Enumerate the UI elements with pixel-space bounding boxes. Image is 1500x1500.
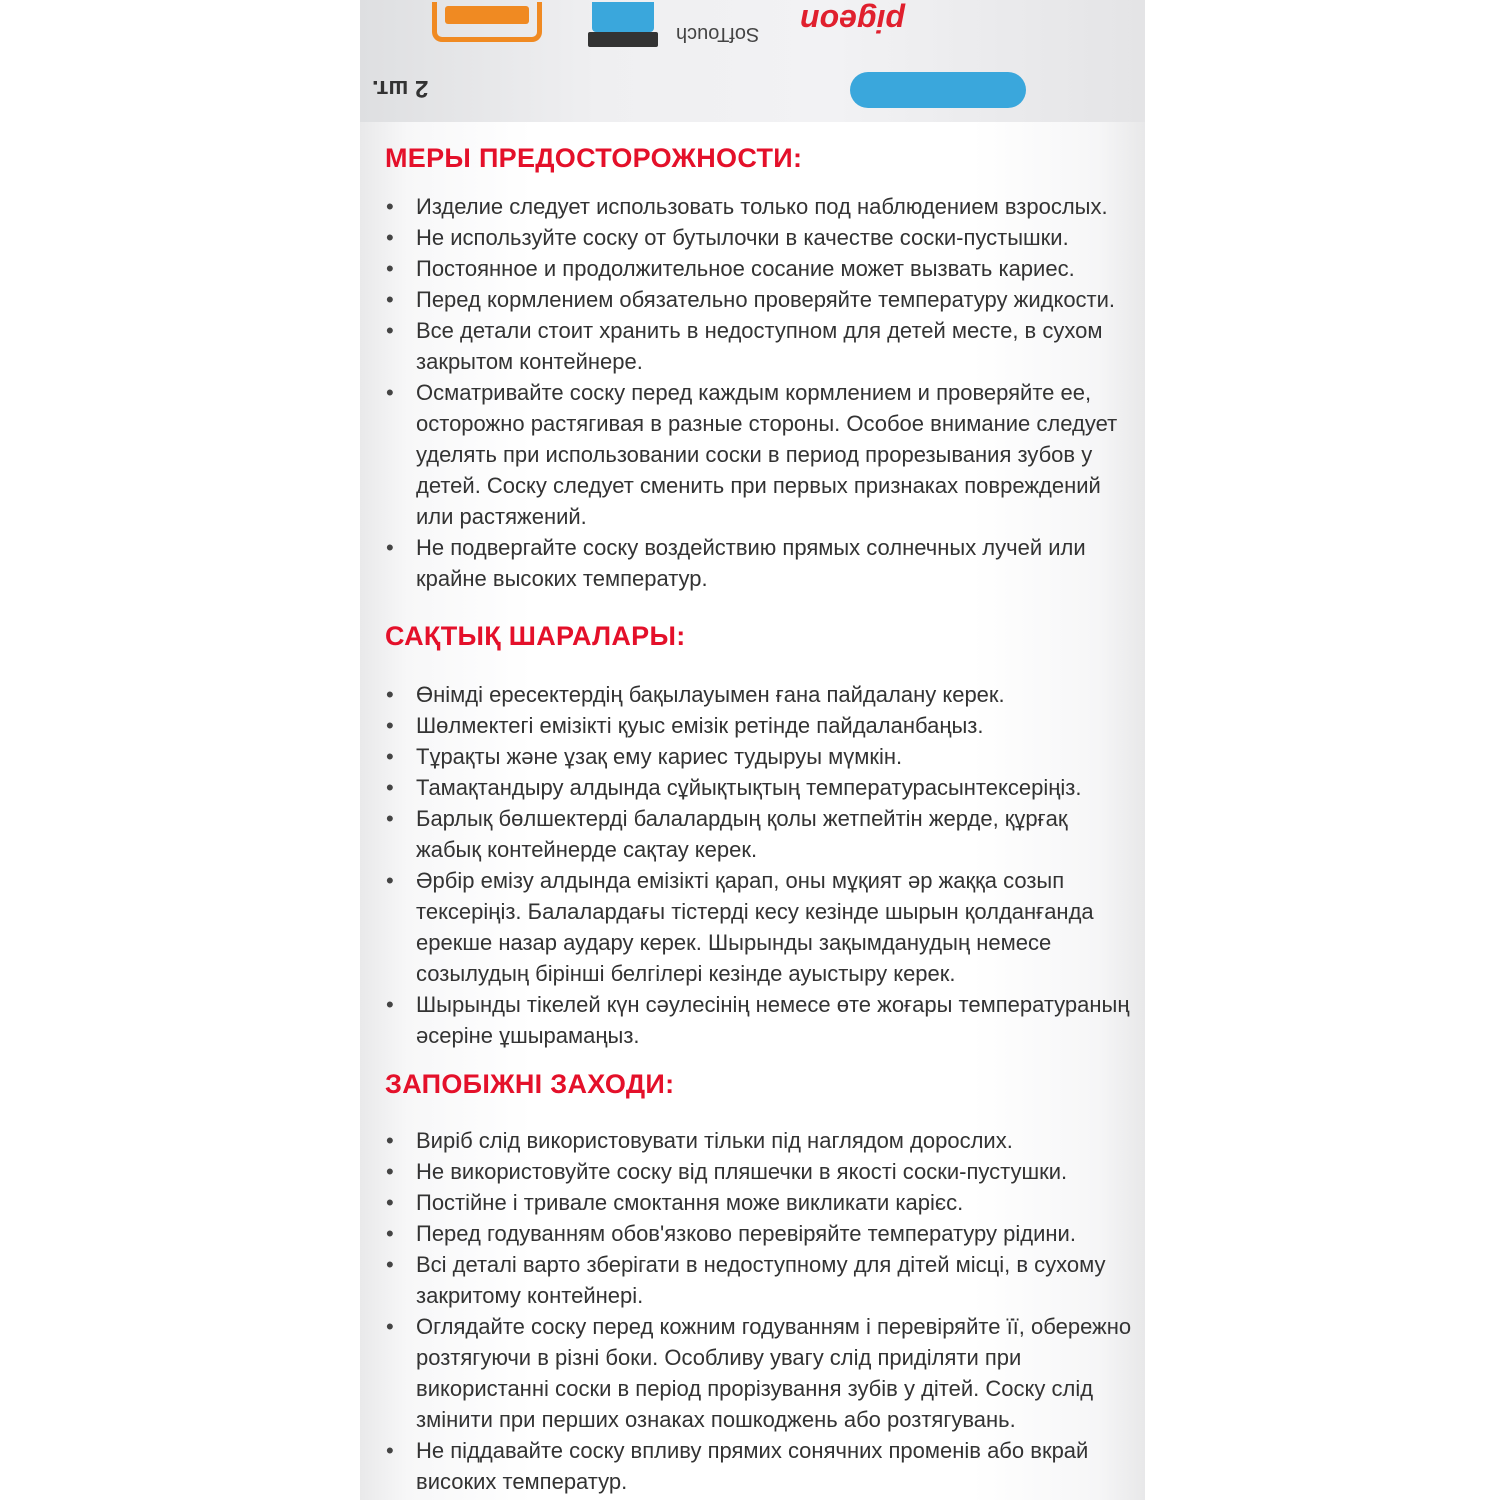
list-item: • Постоянное и продолжительное сосание может вызвать кариес. — [385, 253, 1135, 284]
list-item: • Тамақтандыру алдында сұйықтықтың температурасынтексеріңіз. — [385, 772, 1135, 803]
precaution-list — [385, 191, 1135, 594]
list-item: • Осматривайте соску перед каждым кормлением и проверяйте ее, осторожно растягивая в разные стороны. Особое внимание следует уделять при использовании соски в период прорезывания зубов у детей. Соску следует сменить при первых признаках повреждений или растяжений. — [385, 377, 1135, 532]
list-item: • Всі деталі варто зберігати в недоступному для дітей місці, в сухому закритому контейнері. — [385, 1249, 1135, 1311]
section-title: САҚТЫҚ ШАРАЛАРЫ: — [385, 621, 686, 651]
brand-logo: pigeon — [800, 3, 905, 39]
section-title: МЕРЫ ПРЕДОСТОРОЖНОСТИ: — [385, 143, 803, 173]
list-item: • Постійне і тривале смоктання може викликати карієс. — [385, 1187, 1135, 1218]
list-item: • Не використовуйте соску від пляшечки в якості соски-пустушки. — [385, 1156, 1135, 1187]
list-item: • Не піддавайте соску впливу прямих сонячних променів або вкрай високих температур. — [385, 1435, 1135, 1497]
precaution-list — [385, 1125, 1135, 1497]
list-item: • Шырынды тікелей күн сәулесінің немесе өте жоғары температураның әсеріне ұшырамаңыз. — [385, 989, 1135, 1051]
precaution-list — [385, 679, 1135, 1051]
list-item: • Шөлмектегі емізікті қуыс емізік ретінде пайдаланбаңыз. — [385, 710, 1135, 741]
age-badge — [432, 2, 542, 42]
list-item: • Өнімді ересектердің бақылауымен ғана пайдалану керек. — [385, 679, 1135, 710]
list-item: • Барлық бөлшектерді балалардың қолы жетпейтін жерде, құрғақ жабық контейнерде сақтау керек. — [385, 803, 1135, 865]
package-count: 2 шт. — [372, 75, 429, 102]
list-item: • Все детали стоит хранить в недоступном для детей месте, в сухом закрытом контейнере. — [385, 315, 1135, 377]
blue-pill-badge — [850, 72, 1026, 108]
size-badge — [592, 2, 654, 32]
list-item: • Перед годуванням обов'язково перевіряйте температуру рідини. — [385, 1218, 1135, 1249]
section-kz — [385, 618, 1135, 1051]
list-item: • Виріб слід використовувати тільки під наглядом дорослих. — [385, 1125, 1135, 1156]
section-title: ЗАПОБІЖНІ ЗАХОДИ: — [385, 1069, 675, 1099]
list-item: • Әрбір емізу алдында емізікті қарап, оны мұқият әр жаққа созып тексеріңіз. Балалардағы тістерді кесу кезінде шырын қолданғанда ерекше назар аудару керек. Шырынды зақымданудың немесе созылудың бірінші белгілері кезінде ауыстыру керек. — [385, 865, 1135, 989]
section-ru — [385, 140, 1135, 594]
list-item: • Тұрақты және ұзақ ему кариес тудыруы мүмкін. — [385, 741, 1135, 772]
list-item: • Изделие следует использовать только под наблюдением взрослых. — [385, 191, 1135, 222]
list-item: • Оглядайте соску перед кожним годуванням і перевіряйте її, обережно розтягуючи в різні боки. Особливу увагу слід приділяти при використанні соски в період прорізування зубів у дітей. Соску слід змінити при перших ознаках пошкоджень або розтягувань. — [385, 1311, 1135, 1435]
list-item: • Не используйте соску от бутылочки в качестве соски-пустышки. — [385, 222, 1135, 253]
list-item: • Не подвергайте соску воздействию прямых солнечных лучей или крайне высоких температур. — [385, 532, 1135, 594]
section-ua — [385, 1066, 1135, 1497]
size-label-badge — [588, 32, 658, 47]
product-name: SofTouch — [676, 23, 760, 45]
list-item: • Перед кормлением обязательно проверяйте температуру жидкости. — [385, 284, 1135, 315]
